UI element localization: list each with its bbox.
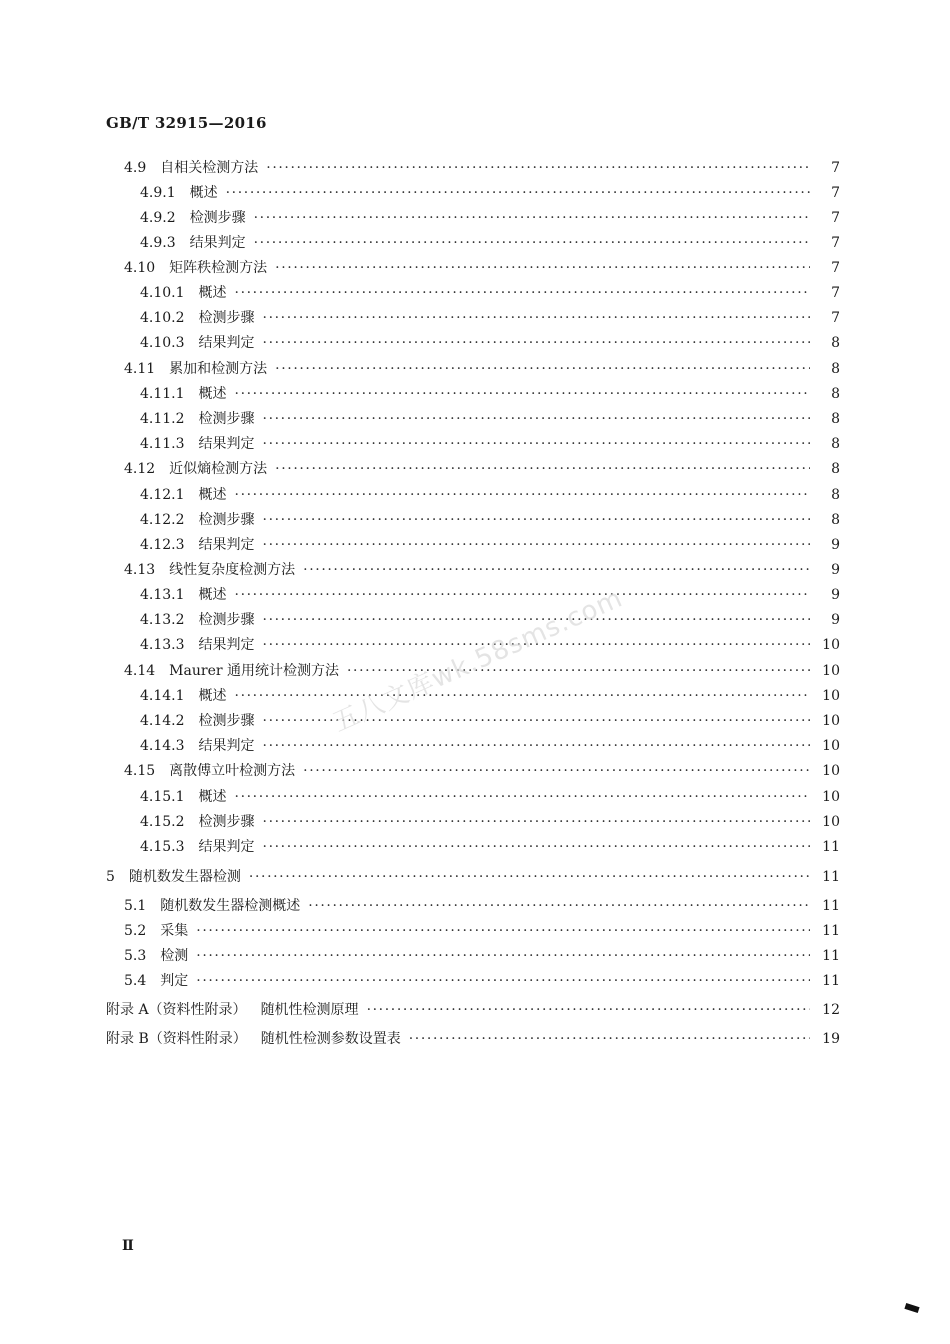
toc-entry-title: 概述 — [198, 386, 227, 402]
toc-entry-number: 4.15.3 — [140, 839, 185, 855]
toc-entry-page: 10 — [822, 637, 840, 653]
toc-entry-number: 4.11 — [124, 361, 156, 377]
scan-mark — [904, 1303, 919, 1313]
dot-leader — [196, 970, 810, 992]
toc-entry[interactable] — [0, 1028, 950, 1050]
toc-entry-number: 4.10.1 — [140, 285, 185, 301]
toc-entry-title: Maurer 通用统计检测方法 — [169, 663, 339, 679]
dot-leader — [308, 895, 810, 917]
toc-entry-page: 7 — [831, 210, 840, 226]
toc-entry[interactable] — [0, 999, 950, 1021]
toc-entry-number: 5.3 — [124, 948, 147, 964]
toc-entry[interactable] — [0, 257, 950, 279]
toc-entry-page: 11 — [822, 948, 840, 964]
toc-entry-number: 4.12.2 — [140, 512, 185, 528]
toc-entry-page: 10 — [822, 814, 840, 830]
toc-entry-page: 11 — [822, 973, 840, 989]
toc-entry-title: 概述 — [198, 285, 227, 301]
toc-entry-title: 检测步骤 — [198, 612, 255, 628]
toc-entry-page: 11 — [822, 923, 840, 939]
dot-leader — [235, 685, 810, 707]
toc-entry[interactable] — [0, 408, 950, 430]
toc-entry-title: 结果判定 — [198, 637, 255, 653]
toc-entry-page: 10 — [822, 738, 840, 754]
toc-entry-number: 5.2 — [124, 923, 147, 939]
toc-entry-number: 4.10.2 — [140, 310, 185, 326]
dot-leader — [263, 811, 810, 833]
toc-entry-number: 5.4 — [124, 973, 147, 989]
toc-entry[interactable] — [0, 970, 950, 992]
toc-entry[interactable] — [0, 458, 950, 480]
toc-entry[interactable] — [0, 484, 950, 506]
dot-leader — [266, 157, 810, 179]
toc-entry-page: 7 — [831, 160, 840, 176]
toc-entry[interactable] — [0, 232, 950, 254]
toc-entry-page: 12 — [822, 1002, 840, 1018]
toc-entry-page: 8 — [831, 512, 840, 528]
toc-entry-page: 8 — [831, 335, 840, 351]
toc-entry[interactable] — [0, 383, 950, 405]
toc-entry[interactable] — [0, 509, 950, 531]
toc-entry-title: 结果判定 — [198, 335, 255, 351]
dot-leader — [263, 307, 810, 329]
toc-entry-number: 4.15 — [124, 763, 156, 779]
toc-entry-title: 检测步骤 — [189, 210, 246, 226]
toc-entry-title: 概述 — [198, 587, 227, 603]
toc-entry[interactable] — [0, 584, 950, 606]
toc-entry-title: 离散傅立叶检测方法 — [169, 763, 296, 779]
toc-entry-number: 4.13.1 — [140, 587, 185, 603]
toc-entry-page: 10 — [822, 713, 840, 729]
toc-entry-title: 结果判定 — [198, 436, 255, 452]
toc-entry-page: 8 — [831, 386, 840, 402]
toc-entry-number: 4.10 — [124, 260, 156, 276]
toc-entry-page: 7 — [831, 285, 840, 301]
toc-entry-title: 概述 — [198, 789, 227, 805]
toc-entry-title: 结果判定 — [198, 839, 255, 855]
toc-entry-title: 检测步骤 — [198, 814, 255, 830]
toc-entry-number: 4.14.3 — [140, 738, 185, 754]
toc-entry-number: 4.12 — [124, 461, 156, 477]
toc-entry[interactable] — [0, 945, 950, 967]
toc-entry-page: 10 — [822, 688, 840, 704]
toc-entry-title: 结果判定 — [189, 235, 246, 251]
toc-entry[interactable] — [0, 282, 950, 304]
toc-entry-page: 8 — [831, 361, 840, 377]
toc-entry[interactable] — [0, 895, 950, 917]
toc-entry-title: 累加和检测方法 — [169, 361, 268, 377]
toc-entry-title: 检测步骤 — [198, 713, 255, 729]
dot-leader — [235, 383, 810, 405]
dot-leader — [275, 257, 810, 279]
toc-entry[interactable] — [0, 559, 950, 581]
toc-entry-page: 7 — [831, 235, 840, 251]
toc-entry-number: 4.10.3 — [140, 335, 185, 351]
toc-entry[interactable] — [0, 609, 950, 631]
toc-entry-title: 检测步骤 — [198, 411, 255, 427]
toc-entry-page: 10 — [822, 763, 840, 779]
dot-leader — [263, 509, 810, 531]
dot-leader — [263, 735, 810, 757]
toc-entry[interactable] — [0, 358, 950, 380]
toc-entry-number: 4.15.1 — [140, 789, 185, 805]
dot-leader — [254, 207, 810, 229]
toc-entry[interactable] — [0, 433, 950, 455]
dot-leader — [254, 232, 810, 254]
toc-entry[interactable] — [0, 207, 950, 229]
dot-leader — [263, 408, 810, 430]
toc-entry-number: 4.12.1 — [140, 487, 185, 503]
toc-entry[interactable] — [0, 811, 950, 833]
toc-entry[interactable] — [0, 710, 950, 732]
toc-entry-number: 4.13.2 — [140, 612, 185, 628]
dot-leader — [303, 760, 810, 782]
toc-entry[interactable] — [0, 786, 950, 808]
toc-entry-title: 随机数发生器检测 — [128, 869, 241, 885]
dot-leader — [235, 584, 810, 606]
dot-leader — [275, 358, 810, 380]
toc-entry-number: 4.12.3 — [140, 537, 185, 553]
toc-entry[interactable] — [0, 866, 950, 888]
toc-entry-title: 矩阵秩检测方法 — [169, 260, 268, 276]
toc-entry-number: 4.9.1 — [140, 185, 176, 201]
toc-entry-title: 随机性检测参数设置表 — [260, 1031, 401, 1047]
toc-entry-number: 4.9.3 — [140, 235, 176, 251]
toc-entry-page: 9 — [831, 537, 840, 553]
toc-entry-title: 自相关检测方法 — [160, 160, 259, 176]
toc-entry-number: 4.11.3 — [140, 436, 185, 452]
toc-entry-number: 附录 A（资料性附录） — [106, 1002, 247, 1018]
toc-entry-number: 4.14 — [124, 663, 156, 679]
toc-entry-title: 随机性检测原理 — [260, 1002, 359, 1018]
toc-entry-number: 4.14.2 — [140, 713, 185, 729]
toc-entry[interactable] — [0, 836, 950, 858]
toc-entry-title: 近似熵检测方法 — [169, 461, 268, 477]
toc-entry[interactable] — [0, 920, 950, 942]
toc-entry[interactable] — [0, 534, 950, 556]
dot-leader — [196, 945, 810, 967]
toc-entry-number: 4.13 — [124, 562, 156, 578]
toc-entry-number: 4.9 — [124, 160, 147, 176]
toc-entry-title: 检测步骤 — [198, 310, 255, 326]
dot-leader — [263, 332, 810, 354]
standard-code: GB/T 32915—2016 — [106, 114, 267, 132]
dot-leader — [226, 182, 810, 204]
toc-entry-title: 概述 — [198, 688, 227, 704]
dot-leader — [409, 1028, 810, 1050]
toc-entry-page: 7 — [831, 185, 840, 201]
toc-entry-title: 概述 — [189, 185, 218, 201]
page-number: Ⅱ — [122, 1238, 134, 1254]
dot-leader — [196, 920, 810, 942]
toc-entry[interactable] — [0, 685, 950, 707]
dot-leader — [263, 534, 810, 556]
toc-entry-page: 8 — [831, 436, 840, 452]
toc-entry-number: 4.9.2 — [140, 210, 176, 226]
toc-entry-page: 11 — [822, 898, 840, 914]
toc-entry[interactable] — [0, 735, 950, 757]
dot-leader — [275, 458, 810, 480]
toc-entry-page: 11 — [822, 839, 840, 855]
toc-entry[interactable] — [0, 157, 950, 179]
toc-entry-page: 9 — [831, 562, 840, 578]
toc-entry[interactable] — [0, 182, 950, 204]
toc-entry-number: 附录 B（资料性附录） — [106, 1031, 247, 1047]
dot-leader — [249, 866, 810, 888]
toc-entry-page: 19 — [822, 1031, 840, 1047]
dot-leader — [235, 282, 810, 304]
toc-entry-page: 9 — [831, 587, 840, 603]
toc-entry-title: 检测 — [160, 948, 189, 964]
dot-leader — [235, 484, 810, 506]
toc-entry-page: 10 — [822, 663, 840, 679]
dot-leader — [263, 433, 810, 455]
dot-leader — [303, 559, 810, 581]
toc-entry-page: 8 — [831, 411, 840, 427]
toc-entry-title: 结果判定 — [198, 537, 255, 553]
toc-entry-number: 5.1 — [124, 898, 147, 914]
toc-entry-number: 4.15.2 — [140, 814, 185, 830]
toc-entry-page: 8 — [831, 487, 840, 503]
toc-entry[interactable] — [0, 307, 950, 329]
toc-entry-number: 4.13.3 — [140, 637, 185, 653]
toc-entry-title: 检测步骤 — [198, 512, 255, 528]
toc-entry-title: 概述 — [198, 487, 227, 503]
toc-entry-title: 判定 — [160, 973, 189, 989]
toc-entry-number: 4.11.2 — [140, 411, 185, 427]
dot-leader — [263, 836, 810, 858]
toc-entry-page: 9 — [831, 612, 840, 628]
toc-entry-title: 采集 — [160, 923, 189, 939]
toc-entry-page: 8 — [831, 461, 840, 477]
toc-entry-number: 4.11.1 — [140, 386, 185, 402]
toc-entry-page: 7 — [831, 310, 840, 326]
watermark: 五八文库wk.58sms.com — [328, 583, 628, 739]
toc-entry-number: 4.14.1 — [140, 688, 185, 704]
dot-leader — [367, 999, 810, 1021]
toc-entry-title: 随机数发生器检测概述 — [160, 898, 301, 914]
toc-entry[interactable] — [0, 332, 950, 354]
toc-entry[interactable] — [0, 760, 950, 782]
toc-entry-page: 7 — [831, 260, 840, 276]
toc-entry-number: 5 — [106, 869, 115, 885]
toc-entry-title: 线性复杂度检测方法 — [169, 562, 296, 578]
toc-entry-page: 10 — [822, 789, 840, 805]
dot-leader — [235, 786, 810, 808]
toc-entry-title: 结果判定 — [198, 738, 255, 754]
toc-entry-page: 11 — [822, 869, 840, 885]
